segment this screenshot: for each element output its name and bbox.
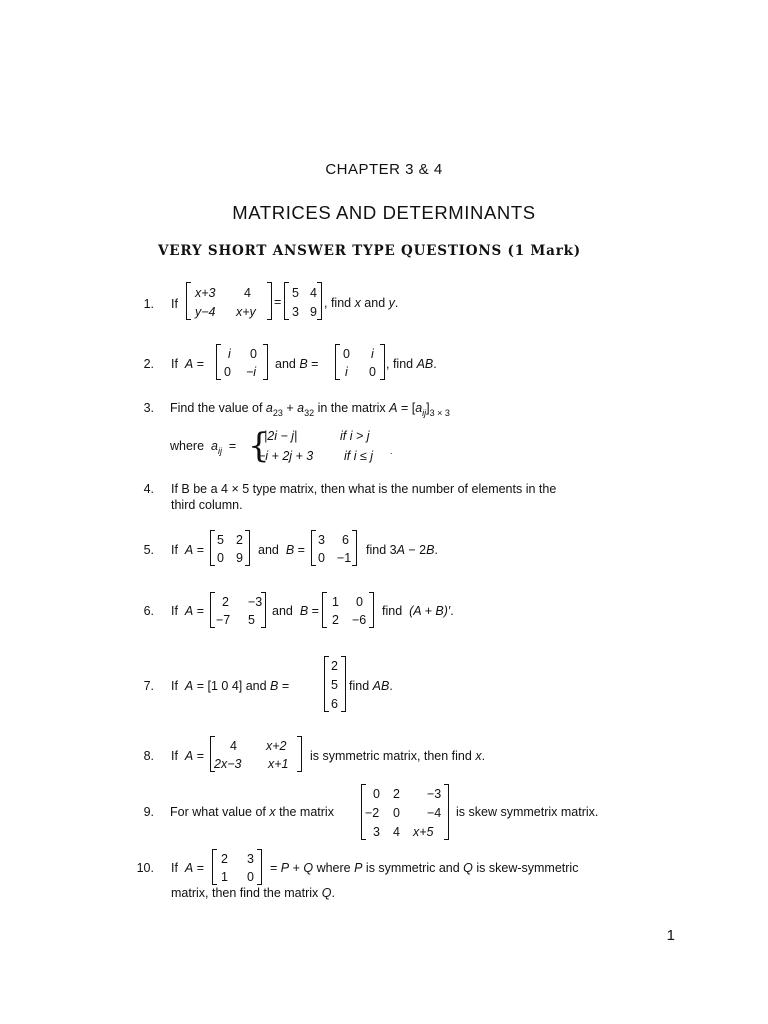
question-number: 8. — [143, 749, 154, 763]
question-text: If — [171, 297, 178, 311]
question-text: find 3A − 2B. — [366, 543, 438, 557]
page-title: MATRICES AND DETERMINANTS — [232, 202, 536, 223]
question-text: is skew symmetrix matrix. — [456, 805, 599, 819]
question-number: 2. — [143, 357, 154, 371]
question-text: , find AB. — [386, 357, 437, 371]
question-text: find AB. — [349, 679, 393, 693]
question-text: , find x and y. — [324, 296, 399, 310]
case-condition: if i > j — [340, 429, 370, 443]
matrix-a: 5 2 0 9 — [210, 530, 250, 566]
question-text: For what value of x the matrix — [170, 805, 334, 819]
matrix-b: 2 5 6 — [324, 656, 346, 712]
question-text: If A = — [171, 357, 205, 371]
matrix-b: 1 0 2 −6 — [322, 592, 374, 628]
matrix-a: 2 −3 −7 5 — [210, 592, 266, 628]
question-text: where $a_{ij}$ = — [170, 439, 237, 456]
question-text: and B = — [275, 357, 319, 371]
matrix-b: 3 6 0 −1 — [311, 530, 357, 566]
question-text: third column. — [171, 498, 243, 512]
matrix: 0 2 −3 −2 0 −4 3 4 x+5 — [361, 784, 449, 840]
matrix-a: 2 3 1 0 — [212, 849, 262, 885]
question-number: 7. — [143, 679, 154, 693]
question-text: If A = — [171, 861, 205, 875]
case-expression: −i + 2j + 3 — [258, 449, 314, 463]
question-text: = P + Q where P is symmetric and Q is skew-symmetric — [270, 861, 579, 875]
question-text: If A = — [171, 543, 205, 557]
question-number: 3. — [143, 401, 154, 415]
question-text: Find the value of $a_{23} + a_{32}$ in the matrix $A = [a_{ij}]_{3 \times 3}$ — [170, 401, 450, 418]
matrix-a: 4 x+2 2x−3 x+1 — [210, 736, 302, 772]
question-text: matrix, then find the matrix Q. — [171, 886, 335, 900]
chapter-heading: CHAPTER 3 & 4 — [325, 161, 443, 178]
question-number: 5. — [143, 543, 154, 557]
case-expression: |2i − j| — [264, 429, 298, 443]
matrix-a: i 0 0 −i — [216, 344, 268, 380]
page-number: 1 — [666, 927, 675, 944]
question-number: 6. — [143, 604, 154, 618]
question-text: If A = — [171, 749, 205, 763]
question-text: and B = — [258, 543, 305, 557]
equals-sign: = — [274, 295, 282, 309]
question-text: If A = — [171, 604, 205, 618]
matrix-rhs: 5 4 3 9 — [284, 282, 322, 320]
matrix-lhs: x+3 4 y−4 x+y — [186, 282, 272, 320]
case-condition: if i ≤ j — [344, 449, 374, 463]
question-text: and B = — [272, 604, 319, 618]
question-number: 10. — [136, 861, 154, 875]
question-number: 4. — [143, 482, 154, 496]
section-heading: VERY SHORT ANSWER TYPE QUESTIONS (1 Mark) — [158, 243, 581, 259]
question-text: If A = [1 0 4] and B = — [171, 679, 290, 693]
question-number: 1. — [143, 297, 154, 311]
brace-icon: { — [248, 426, 270, 466]
question-text: find (A + B)′. — [382, 604, 454, 618]
question-number: 9. — [143, 805, 154, 819]
matrix-b: 0 i i 0 — [335, 344, 385, 380]
question-text: is symmetric matrix, then find x. — [310, 749, 486, 763]
question-text: If B be a 4 × 5 type matrix, then what is the number of elements in the — [171, 482, 557, 496]
